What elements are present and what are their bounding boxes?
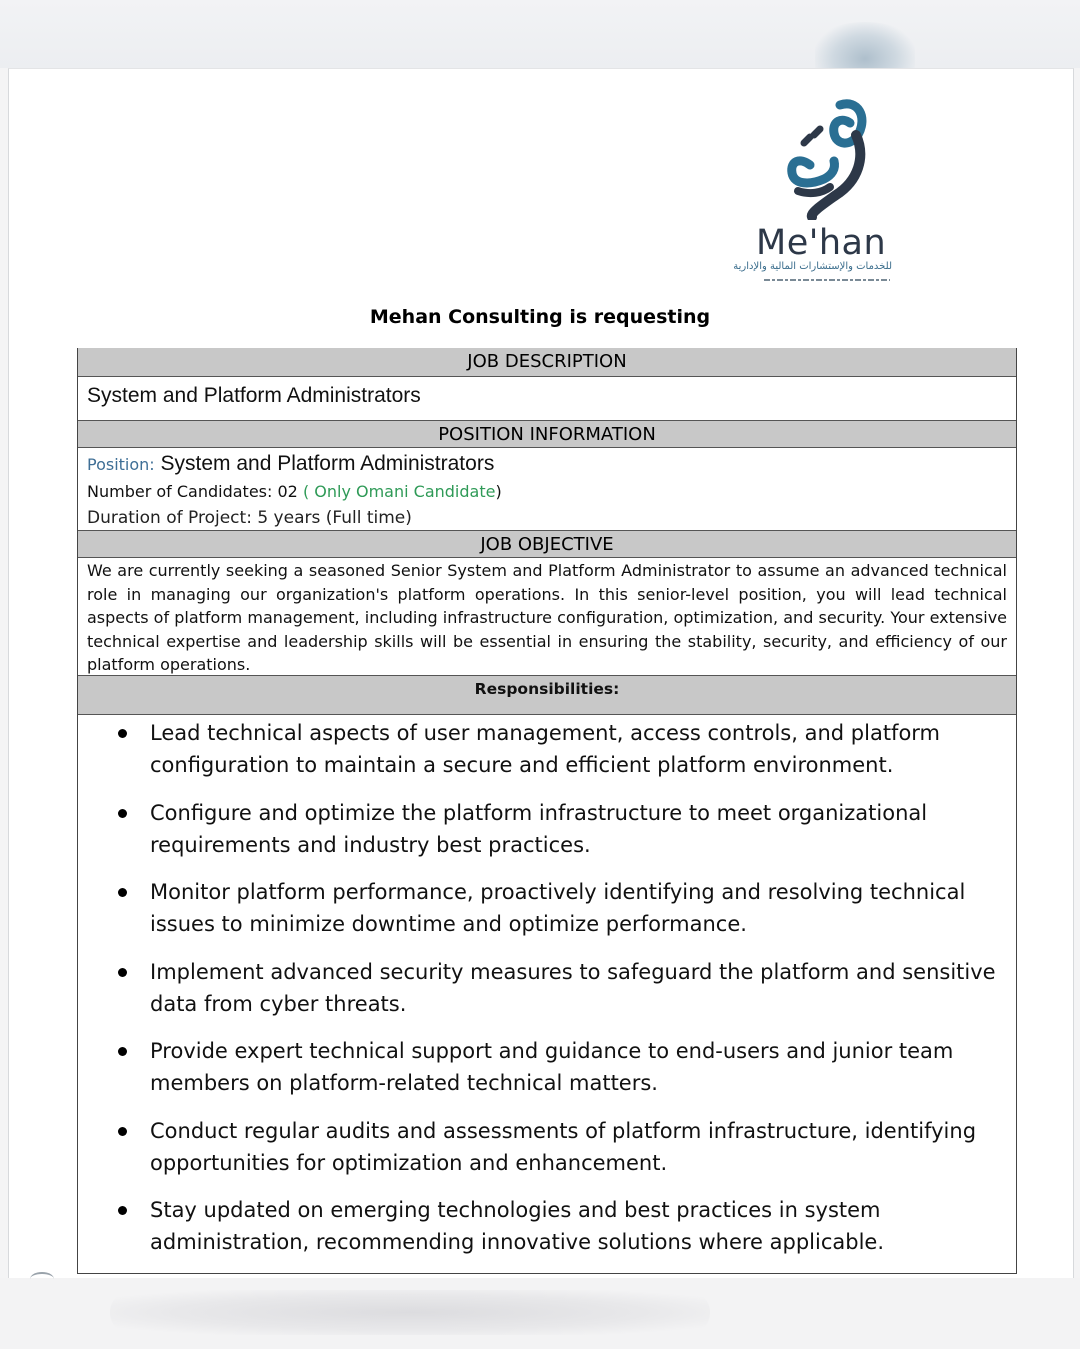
candidates-label: Number of Candidates: 02 <box>87 482 298 501</box>
blurred-element <box>815 22 915 68</box>
list-item-text: Provide expert technical support and guidance to end-users and junior team members on platform-related technical matters. <box>150 1039 954 1095</box>
responsibilities-list <box>78 717 1016 1258</box>
position-label: Position: <box>87 455 155 474</box>
list-item <box>78 876 1016 940</box>
responsibilities-header: Responsibilities: <box>78 675 1016 715</box>
job-title: System and Platform Administrators <box>87 384 421 407</box>
bullet-icon <box>118 1206 127 1215</box>
list-item-text: Implement advanced security measures to safeguard the platform and sensitive data from cyber threats. <box>150 959 996 1016</box>
list-item-text: Conduct regular audits and assessments of platform infrastructure, identifying opportunities for optimization and enhancement. <box>150 1118 977 1175</box>
responsibilities-list-container <box>78 717 1016 1267</box>
job-description-table <box>77 348 1017 1274</box>
candidates-line <box>87 482 502 501</box>
position-information-body <box>78 448 1016 531</box>
bullet-icon <box>118 729 127 738</box>
corner-mark <box>30 1272 54 1286</box>
logo-wordmark: Me'han <box>756 223 887 263</box>
list-item <box>78 1115 1016 1179</box>
duration-line: Duration of Project: 5 years (Full time) <box>87 508 412 528</box>
position-line <box>87 452 494 476</box>
list-item <box>78 956 1016 1020</box>
bullet-icon <box>118 809 127 818</box>
bullet-icon <box>118 1047 127 1056</box>
job-objective-header: JOB OBJECTIVE <box>78 530 1016 558</box>
list-item-text: Stay updated on emerging technologies and best practices in system administration, recommending innovative solutions where applicable. <box>150 1198 885 1254</box>
logo-arabic-tagline: للخدمات والإستشارات المالية والإدارية <box>733 261 892 272</box>
position-information-header: POSITION INFORMATION <box>78 420 1016 448</box>
candidates-close: ) <box>495 482 502 501</box>
list-item <box>78 797 1016 861</box>
page-title: Mehan Consulting is requesting <box>369 306 711 328</box>
bullet-icon <box>118 1127 127 1136</box>
list-item-text: Configure and optimize the platform infrastructure to meet organizational requirements and industry best practices. <box>150 800 928 857</box>
bullet-icon <box>118 888 127 897</box>
top-background <box>0 0 1080 68</box>
list-item <box>78 1035 1016 1099</box>
logo-english-tagline-decoration <box>762 277 892 283</box>
job-description-header: JOB DESCRIPTION <box>78 348 1016 377</box>
list-item-text: Monitor platform performance, proactively identifying and resolving technical issues to minimize downtime and optimize performance. <box>150 880 966 936</box>
list-item-text: Lead technical aspects of user management, access controls, and platform configuration to maintain a secure and efficient platform environment. <box>150 721 941 777</box>
candidates-note: ( Only Omani Candidate <box>302 482 496 501</box>
job-objective-text: We are currently seeking a seasoned Senior System and Platform Administrator to assume an advanced technical role in managing our organization's platform operations. In this senior-level position, you will lead technical aspects of platform management, including infrastructure configuration, optimization, and security. Your extensive technical expertise and leadership skills will be essential in ensuring the stability, security, and efficiency of our platform operations. <box>87 561 1007 674</box>
blurred-element <box>110 1290 710 1335</box>
mehan-logo-mark-icon <box>770 95 880 220</box>
position-value: System and Platform Administrators <box>160 452 495 475</box>
bullet-icon <box>118 968 127 977</box>
list-item <box>78 1194 1016 1258</box>
company-logo <box>733 95 896 290</box>
list-item <box>78 717 1016 781</box>
